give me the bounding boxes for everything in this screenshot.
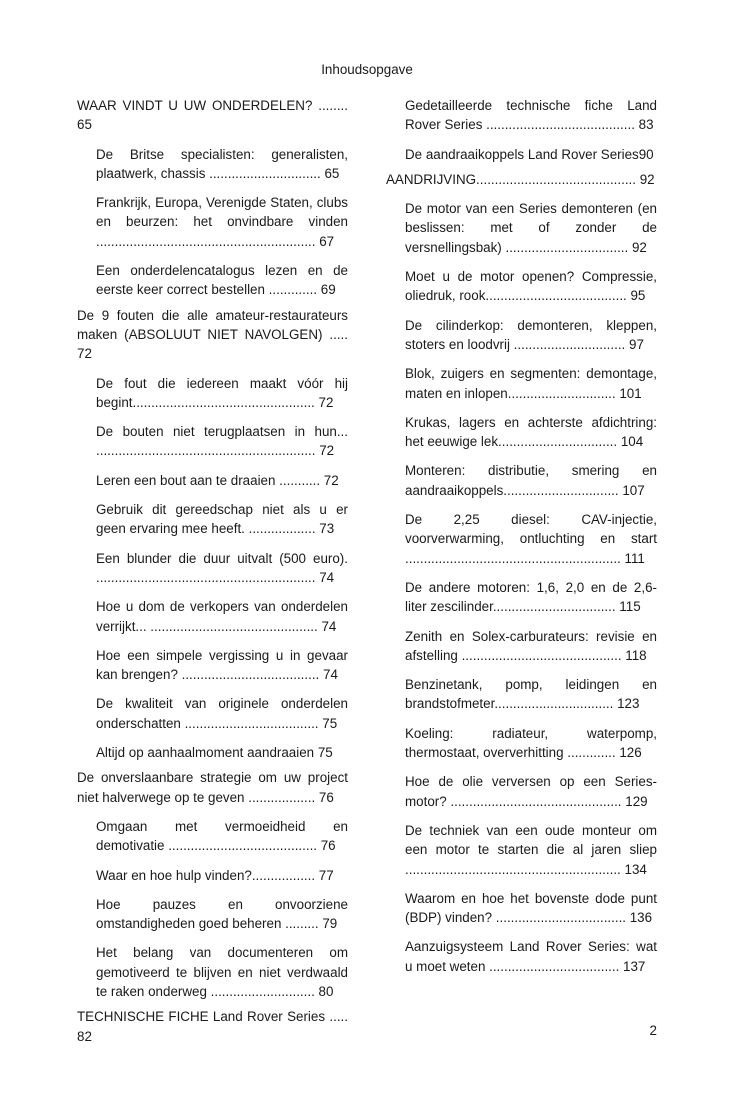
toc-section-entry: Aanzuigsysteem Land Rover Series: wat u moet weten ................................... 137 xyxy=(405,939,657,974)
toc-section-entry: Omgaan met vermoeidheid en demotivatie ........................................ 76 xyxy=(96,818,348,854)
toc-section-entry: Hoe pauzes en onvoorziene omstandigheden goed beheren ......... 79 xyxy=(96,896,348,932)
toc-chapter-entry: De onverslaanbare strategie om uw project niet halverwege op te geven .................. 76 xyxy=(77,770,348,805)
toc-section-entry: Een onderdelencatalogus lezen en de eerste keer correct bestellen ............. 69 xyxy=(96,263,348,298)
toc-section-entry: De cilinderkop: demonteren, kleppen, stoters en loodvrij .............................. 97 xyxy=(405,317,657,352)
toc-chapter-entry: De 9 fouten die alle amateur-restaurateurs maken (ABSOLUUT NIET NAVOLGEN) ..... 72 xyxy=(77,307,348,362)
toc-section-entry: Altijd op aanhaalmoment aandraaien 75 xyxy=(96,745,333,761)
toc-section-entry: Koeling: radiateur, waterpomp, thermostaat, oververhitting ............. 126 xyxy=(405,725,657,761)
toc-section-entry: Hoe de olie verversen op een Series-motor? .............................................. 129 xyxy=(405,774,657,809)
toc-chapter-entry: AANDRIJVING........................................... 92 xyxy=(386,171,655,187)
toc-section-entry: Hoe een simpele vergissing u in gevaar kan brengen? ..................................... 74 xyxy=(96,647,348,683)
toc-section-entry: Een blunder die duur uitvalt (500 euro). ........................................................... 74 xyxy=(96,550,348,585)
toc-section-entry: Gebruik dit gereedschap niet als u er geen ervaring mee heeft. .................. 73 xyxy=(96,502,348,537)
toc-section-entry: Moet u de motor openen? Compressie, oliedruk, rook...................................... 95 xyxy=(405,269,657,304)
toc-right-column xyxy=(386,96,657,976)
page-number: 2 xyxy=(649,1023,657,1038)
toc-section-entry: De 2,25 diesel: CAV-injectie, voorverwarming, ontluchting en start .......................................................... 111 xyxy=(405,512,657,566)
toc-section-entry: Monteren: distributie, smering en aandraaikoppels............................... 107 xyxy=(405,463,657,498)
toc-section-entry: De andere motoren: 1,6, 2,0 en de 2,6-liter zescilinder................................. 115 xyxy=(405,579,657,615)
toc-section-entry: Waar en hoe hulp vinden?................. 77 xyxy=(96,867,334,883)
page-title: Inhoudsopgave xyxy=(321,62,413,77)
toc-section-entry: De fout die iedereen maakt vóór hij begint................................................. 72 xyxy=(96,375,348,410)
toc-section-entry: Frankrijk, Europa, Verenigde Staten, clubs en beurzen: het onvindbare vinden ........................................................... 67 xyxy=(96,195,348,249)
toc-chapter-entry: WAAR VINDT U UW ONDERDELEN? ........ 65 xyxy=(77,98,348,133)
toc-section-entry: De Britse specialisten: generalisten, plaatwerk, chassis .............................. 65 xyxy=(96,146,348,181)
toc-section-entry: Krukas, lagers en achterste afdichtring: het eeuwige lek................................ 104 xyxy=(405,414,657,450)
toc-section-entry: De kwaliteit van originele onderdelen onderschatten .................................... 75 xyxy=(96,696,348,731)
toc-section-entry: De techniek van een oude monteur om een motor te starten die al jaren sliep .......................................................... 134 xyxy=(405,822,657,877)
toc-section-entry: Gedetailleerde technische fiche Land Rover Series ........................................ 83 xyxy=(405,98,657,133)
toc-left-column xyxy=(77,96,348,1046)
toc-section-entry: De motor van een Series demonteren (en beslissen: met of zonder de versnellingsbak) ................................. 92 xyxy=(405,201,657,255)
toc-section-entry: Hoe u dom de verkopers van onderdelen verrijkt... ............................................. 74 xyxy=(96,599,348,634)
toc-section-entry: Waarom en hoe het bovenste dode punt (BDP) vinden? ................................... 136 xyxy=(405,890,657,926)
toc-section-entry: Het belang van documenteren om gemotiveerd te blijven en niet verdwaald te raken onderweg ............................ 80 xyxy=(96,945,348,999)
toc-section-entry: Blok, zuigers en segmenten: demontage, maten en inlopen............................. 101 xyxy=(405,366,657,401)
toc-section-entry: Benzinetank, pomp, leidingen en brandstofmeter................................ 123 xyxy=(405,677,657,712)
toc-section-entry: De aandraaikoppels Land Rover Series90 xyxy=(405,146,654,162)
toc-section-entry: Zenith en Solex-carburateurs: revisie en afstelling ........................................... 118 xyxy=(405,628,657,663)
toc-chapter-entry: TECHNISCHE FICHE Land Rover Series ..... 82 xyxy=(77,1009,348,1044)
toc-section-entry: De bouten niet terugplaatsen in hun... ........................................................... 72 xyxy=(96,424,348,459)
toc-section-entry: Leren een bout aan te draaien ........... 72 xyxy=(96,472,339,488)
